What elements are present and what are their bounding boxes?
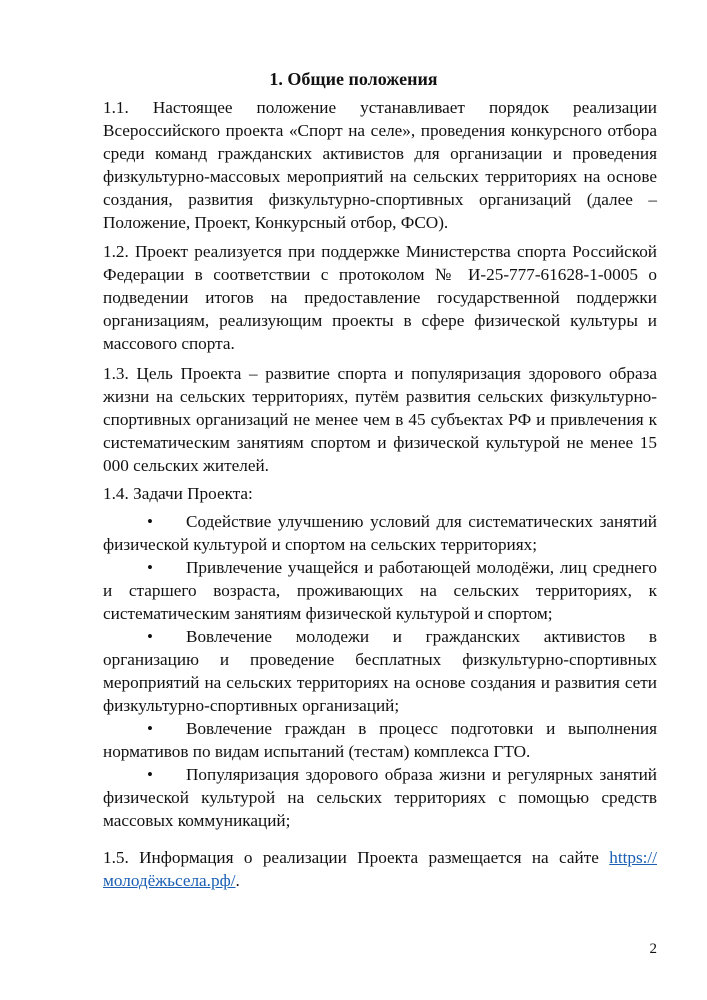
bullet-icon: • (147, 719, 153, 738)
list-item (103, 510, 657, 556)
bullet-icon: • (147, 512, 153, 531)
task-text: Вовлечение молодежи и гражданских активистов в организацию и проведение бесплатных физкультурно-спортивных мероприятий на сельских территориях на основе создания и развития сети физкультурно-спортивных организаций; (103, 627, 657, 715)
list-item (103, 717, 657, 763)
website-link[interactable]: https://молодёжьсела.рф/ (103, 848, 657, 890)
paragraph-1-2: 1.2. Проект реализуется при поддержке Министерства спорта Российской Федерации в соответствии с протоколом № И-25-777-61628-1-0005 о подведении итогов на предоставление государственной поддержки организациям, реализующим проекты в сфере физической культуры и массового спорта. (103, 242, 657, 353)
list-item (103, 625, 657, 717)
paragraph-1-3: 1.3. Цель Проекта – развитие спорта и популяризация здорового образа жизни на сельских территориях, путём развития сельских физкультурно-спортивных организаций не менее чем в 45 субъектах РФ и привлечения к систематическим занятиям спортом и физической культурой не менее 15 000 сельских жителей. (103, 364, 657, 475)
page-number: 2 (649, 941, 657, 957)
task-text: Вовлечение граждан в процесс подготовки и выполнения нормативов по видам испытаний (тестам) комплекса ГТО. (103, 719, 657, 761)
bullet-icon: • (147, 558, 153, 577)
task-text: Содействие улучшению условий для систематических занятий физической культурой и спортом на сельских территориях; (103, 512, 657, 554)
paragraph-1-4: 1.4. Задачи Проекта: (103, 484, 253, 503)
paragraph-1-1: 1.1. Настоящее положение устанавливает порядок реализации Всероссийского проекта «Спорт на селе», проведения конкурсного отбора среди команд гражданских активистов для организации и проведения физкультурно-массовых мероприятий на сельских территориях на основе создания, развития физкультурно-спортивных организаций (далее – Положение, Проект, Конкурсный отбор, ФСО). (103, 98, 657, 232)
paragraph-1-5 (103, 846, 657, 892)
section-heading: 1. Общие положения (269, 69, 438, 89)
list-item (103, 763, 657, 832)
list-item (103, 556, 657, 625)
paragraph-1-5-text: 1.5. Информация о реализации Проекта размещается на сайте (103, 848, 610, 867)
task-text: Привлечение учащейся и работающей молодёжи, лиц среднего и старшего возраста, проживающих на сельских территориях, к систематическим занятиям физической культурой и спортом; (103, 558, 657, 623)
tasks-list (103, 510, 657, 832)
bullet-icon: • (147, 627, 153, 646)
task-text: Популяризация здорового образа жизни и регулярных занятий физической культурой на сельских территориях с помощью средств массовых коммуникаций; (103, 765, 657, 830)
bullet-icon: • (147, 765, 153, 784)
paragraph-1-5-end: . (235, 871, 240, 890)
